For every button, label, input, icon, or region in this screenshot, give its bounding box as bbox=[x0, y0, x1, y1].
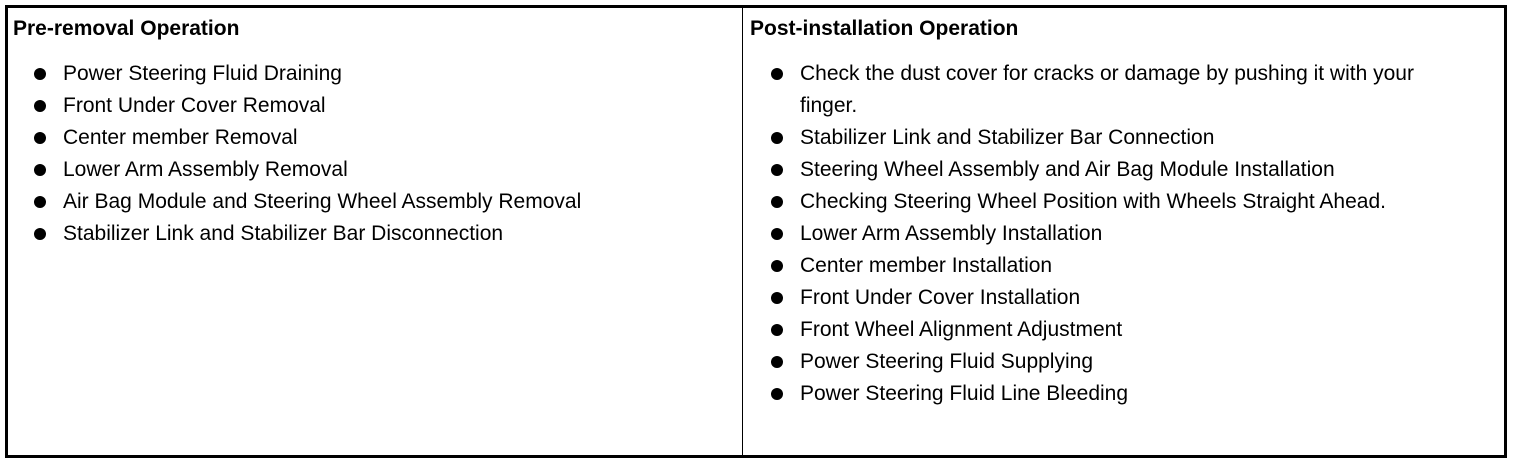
list-item bbox=[750, 378, 1504, 410]
bullet-icon bbox=[34, 68, 46, 80]
list-item bbox=[750, 122, 1504, 154]
list-item bbox=[750, 154, 1504, 186]
bullet-icon bbox=[771, 228, 783, 240]
list-item-label: Lower Arm Assembly Removal bbox=[63, 158, 348, 181]
post-installation-column bbox=[743, 8, 1504, 455]
bullet-icon bbox=[771, 68, 783, 80]
bullet-icon bbox=[34, 132, 46, 144]
list-item bbox=[750, 314, 1504, 346]
bullet-icon bbox=[771, 196, 783, 208]
list-item-label: Power Steering Fluid Draining bbox=[63, 62, 342, 85]
bullet-icon bbox=[771, 356, 783, 368]
list-item bbox=[750, 58, 1440, 122]
list-item-label: Power Steering Fluid Line Bleeding bbox=[800, 382, 1129, 405]
list-item-label: Front Under Cover Removal bbox=[63, 94, 326, 117]
list-item bbox=[13, 154, 742, 186]
list-item-label: Steering Wheel Assembly and Air Bag Module Installation bbox=[800, 158, 1335, 181]
list-item-label: Front Under Cover Installation bbox=[800, 286, 1081, 309]
bullet-icon bbox=[771, 324, 783, 336]
list-item-label: Checking Steering Wheel Position with Wheels Straight Ahead. bbox=[800, 190, 1386, 213]
bullet-icon bbox=[34, 100, 46, 112]
list-item bbox=[750, 186, 1504, 218]
list-item-label: Stabilizer Link and Stabilizer Bar Disconnection bbox=[63, 222, 504, 245]
list-item bbox=[13, 186, 742, 218]
list-item-label: Center member Removal bbox=[63, 126, 298, 149]
bullet-icon bbox=[771, 388, 783, 400]
list-item bbox=[13, 90, 742, 122]
bullet-icon bbox=[34, 196, 46, 208]
list-item bbox=[750, 346, 1504, 378]
list-item-label: Center member Installation bbox=[800, 254, 1053, 277]
list-item bbox=[750, 250, 1504, 282]
bullet-icon bbox=[34, 228, 46, 240]
post-installation-list bbox=[750, 58, 1504, 410]
pre-removal-list bbox=[13, 58, 742, 250]
list-item bbox=[13, 58, 742, 90]
list-item-label: Stabilizer Link and Stabilizer Bar Connection bbox=[800, 126, 1215, 149]
list-item-label: Check the dust cover for cracks or damage by pushing it with your finger. bbox=[800, 62, 1414, 117]
post-installation-title: Post-installation Operation bbox=[750, 17, 1019, 40]
list-item-label: Power Steering Fluid Supplying bbox=[800, 350, 1093, 373]
bullet-icon bbox=[34, 164, 46, 176]
bullet-icon bbox=[771, 132, 783, 144]
list-item bbox=[13, 218, 742, 250]
list-item-label: Front Wheel Alignment Adjustment bbox=[800, 318, 1123, 341]
pre-removal-title: Pre-removal Operation bbox=[13, 17, 240, 40]
list-item bbox=[750, 282, 1504, 314]
list-item bbox=[750, 218, 1504, 250]
bullet-icon bbox=[771, 292, 783, 304]
bullet-icon bbox=[771, 260, 783, 272]
list-item bbox=[13, 122, 742, 154]
pre-removal-column bbox=[8, 8, 743, 455]
bullet-icon bbox=[771, 164, 783, 176]
list-item-label: Air Bag Module and Steering Wheel Assembly Removal bbox=[63, 190, 582, 213]
operations-table bbox=[5, 5, 1507, 458]
list-item-label: Lower Arm Assembly Installation bbox=[800, 222, 1103, 245]
